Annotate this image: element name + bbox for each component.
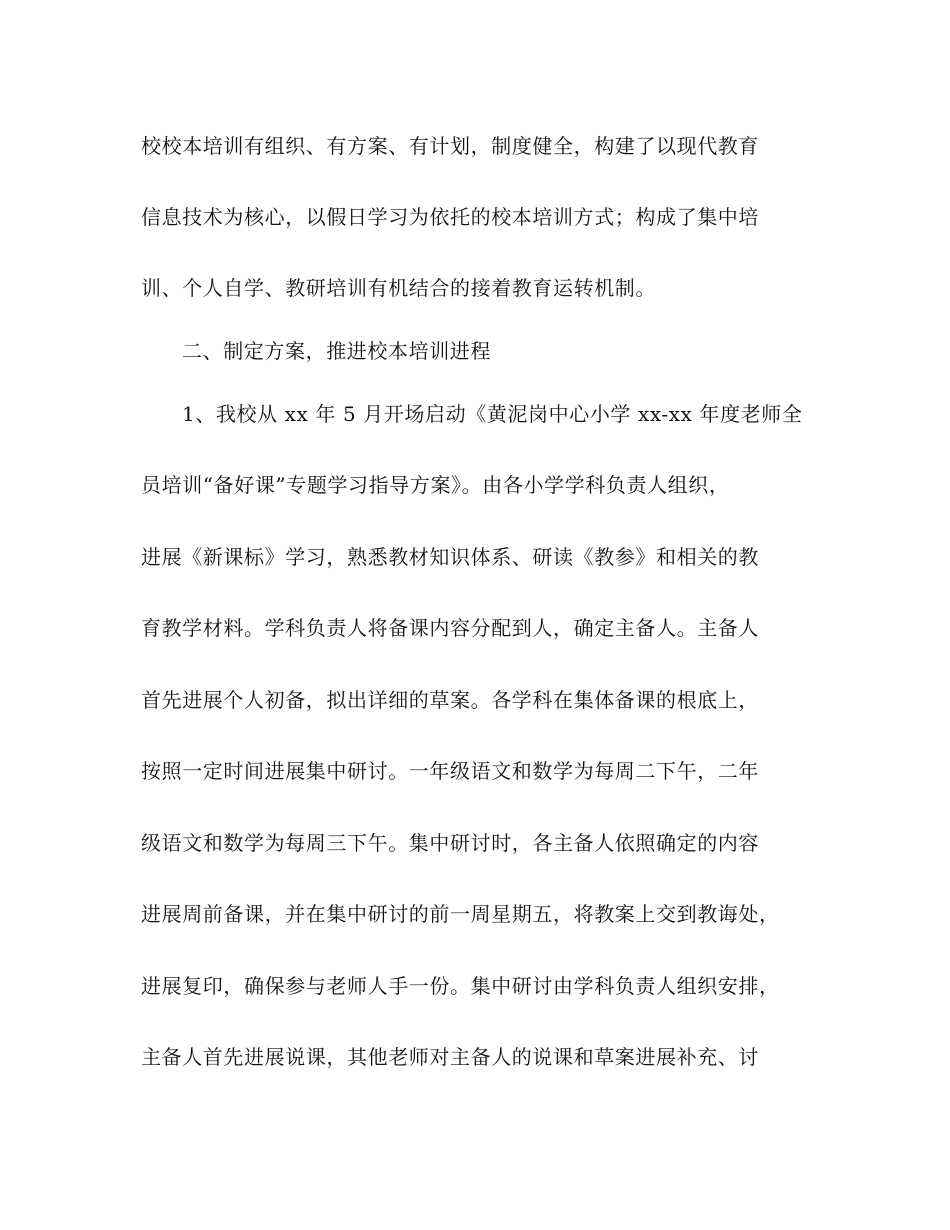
- body-text-line: 首先进展个人初备，拟出详细的草案。各学科在集体备课的根底上，: [141, 688, 759, 712]
- body-text-line: 按照一定时间进展集中研讨。一年级语文和数学为每周二下午，二年: [141, 759, 759, 783]
- section-heading: 二、制定方案，推进校本培训进程: [182, 339, 491, 363]
- body-text-line: 育教学材料。学科负责人将备课内容分配到人，确定主备人。主备人: [141, 616, 759, 640]
- body-text-line: 校校本培训有组织、有方案、有计划，制度健全，构建了以现代教育: [141, 134, 759, 158]
- body-text-line: 1、我校从 xx 年 5 月开场启动《黄泥岗中心小学 xx-xx 年度老师全: [182, 402, 803, 426]
- body-text-line: 级语文和数学为每周三下午。集中研讨时，各主备人依照确定的内容: [141, 831, 759, 855]
- body-text-line: 训、个人自学、教研培训有机结合的接着教育运转机制。: [141, 276, 656, 300]
- body-text-line: 进展周前备课，并在集中研讨的前一周星期五，将教案上交到教诲处，: [141, 902, 780, 926]
- body-text-line: 主备人首先进展说课，其他老师对主备人的说课和草案进展补充、讨: [141, 1045, 759, 1069]
- body-text-line: 信息技术为核心，以假日学习为依托的校本培训方式；构成了集中培: [141, 205, 759, 229]
- body-text-line: 员培训“备好课”专题学习指导方案》。由各小学学科负责人组织，: [141, 473, 730, 497]
- body-text-line: 进展复印，确保参与老师人手一份。集中研讨由学科负责人组织安排，: [141, 974, 780, 998]
- body-text-line: 进展《新课标》学习，熟悉教材知识体系、研读《教参》和相关的教: [141, 545, 759, 569]
